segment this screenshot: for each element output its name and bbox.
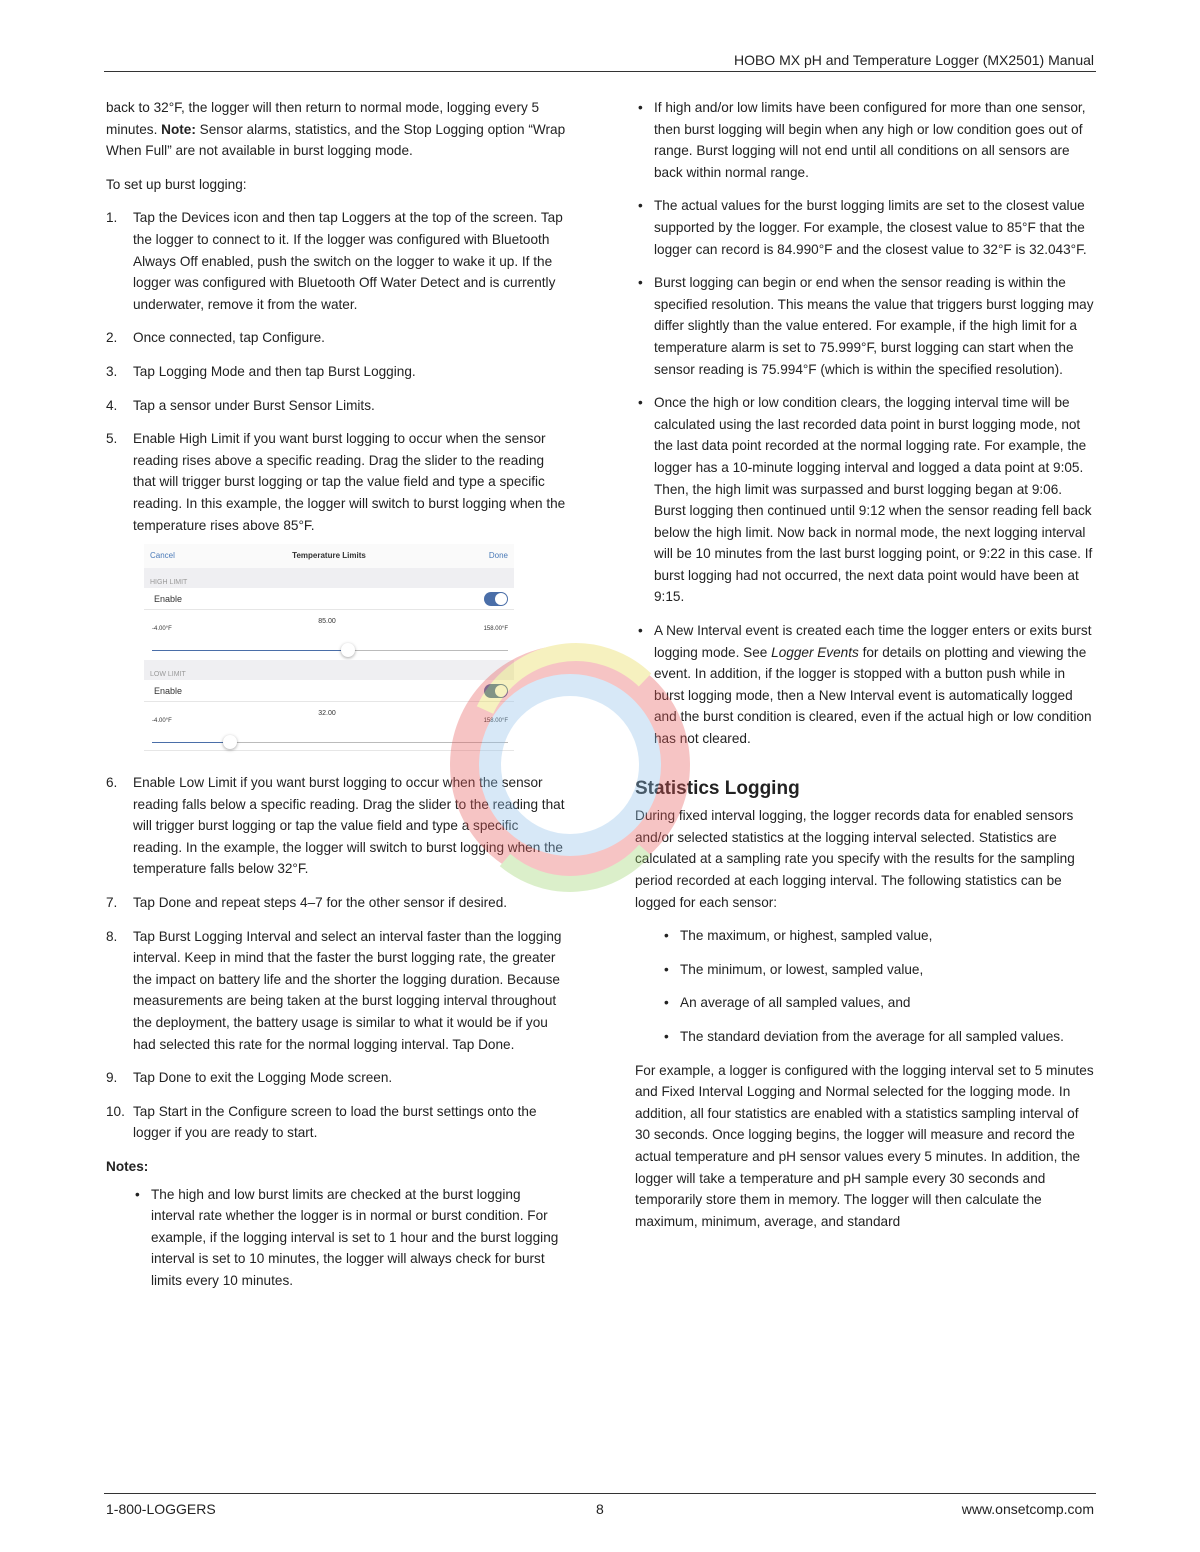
footer-phone: 1-800-LOGGERS (106, 1501, 216, 1517)
slider-fill (152, 742, 230, 743)
step-number: 7. (106, 895, 118, 911)
header-rule (104, 71, 1096, 72)
notes-title: Notes: (106, 1159, 149, 1174)
note-item: • Once the high or low condition clears, the logging interval time will be calculated using the last recorded data point in burst logging mode, not the last data point recorded at the normal logging rate. For example, the logger has a 10-minute logging interval and logged a data point at 9:05. Then, the high limit was surpassed and burst logging began at 9:06. Burst logging then continued until 9:12 when the sensor reading fell back below the high limit. Now back in normal mode, the next logging interval will be 10 minutes from the last burst logging point, or 9:22 in this case. If burst logging had not occurred, the next data point would have been at 9:15. (635, 392, 1097, 608)
step-text: Tap a sensor under Burst Sensor Limits. (133, 397, 375, 413)
stat-item: • The standard deviation from the average for all sampled values. (661, 1026, 1097, 1048)
low-slider-row (144, 702, 514, 751)
step-number: 5. (106, 431, 118, 447)
step-text: Tap Logging Mode and then tap Burst Logging. (133, 363, 416, 379)
statistics-paragraph: During fixed interval logging, the logger records data for enabled sensors and/or selected statistics at the logging interval selected. Statistics are calculated at a sampling rate you specify with the results for the sampling period recorded at each logging interval. The following statistics can be logged for each sensor: (635, 808, 1075, 910)
step (106, 395, 568, 417)
notes-section (106, 1156, 568, 1292)
nav-bar (144, 544, 514, 568)
step-number: 3. (106, 363, 118, 379)
step-number: 10. (106, 1103, 125, 1119)
statistics-list (661, 925, 1097, 1047)
left-column (106, 97, 568, 1304)
note-item: • If high and/or low limits have been configured for more than one sensor, then burst logging will begin when any high or low condition goes out of range. Burst logging will not end until all conditions on all sensors are back within normal range. (635, 97, 1097, 183)
low-limit-section: LOW LIMIT (144, 660, 514, 680)
stat-item: • The maximum, or highest, sampled value, (661, 925, 1097, 947)
low-value-field: 32.00 (318, 710, 336, 718)
slider-thumb (223, 735, 237, 749)
step-number: 6. (106, 775, 118, 791)
slider-fill (152, 650, 348, 651)
stat-item: • The minimum, or lowest, sampled value, (661, 959, 1097, 981)
burst-notes-list (635, 97, 1097, 750)
note-item (635, 620, 1097, 750)
footer-url[interactable]: www.onsetcomp.com (961, 1501, 1094, 1517)
text: A New Interval event is created each time the logger enters or exits burst logging mode. See (654, 623, 1092, 660)
screen-title: Temperature Limits (292, 551, 366, 561)
stat-item: • An average of all sampled values, and (661, 992, 1097, 1014)
note-item: • The actual values for the burst logging limits are set to the closest value supported by the logger. For example, the closest value to 85°F that the logger can record is 84.990°F and the closest value to 32°F is 32.043°F. (635, 195, 1097, 260)
example-paragraph: For example, a logger is configured with the logging interval set to 5 minutes and Fixed Interval Logging and Normal selected for the logging mode. In addition, all four statistics are enabled with a statistics sampling interval of 30 seconds. Once logging begins, the logger will measure and record the actual temperature and pH sensor values every 5 minutes. In addition, the logger will take a temperature and pH sample every 30 seconds and temporarily store them in memory. The logger will then calculate the maximum, minimum, average, and standard (635, 1062, 1094, 1229)
high-limit-section: HIGH LIMIT (144, 568, 514, 588)
step-number: 9. (106, 1070, 118, 1086)
running-header: HOBO MX pH and Temperature Logger (MX2501) Manual (733, 52, 1094, 68)
step-number: 8. (106, 928, 118, 944)
setup-intro: To set up burst logging: (106, 176, 247, 192)
step-number: 2. (106, 330, 118, 346)
step (106, 361, 568, 383)
text: for details on plotting and viewing the event. In addition, if the logger is stopped with a button push while in burst logging mode, then a New Interval event is automatically logged and the burst condition is cleared, even if the actual high or low condition has not cleared. (654, 644, 1092, 747)
step-text: Tap Done and repeat steps 4–7 for the other sensor if desired. (133, 895, 508, 911)
step-text: Tap Done to exit the Logging Mode screen. (133, 1070, 393, 1086)
enable-label: Enable (154, 594, 183, 605)
enable-label: Enable (154, 686, 183, 697)
step (106, 892, 568, 914)
step-number: 1. (106, 210, 118, 226)
slider-max: 158.00°F (483, 626, 508, 633)
step (106, 1067, 568, 1089)
done-button: Done (488, 551, 508, 561)
section-heading: Statistics Logging (635, 777, 800, 799)
step-text: Enable High Limit if you want burst logging to occur when the sensor reading rises above a specific reading. Drag the slider to the reading that will trigger burst logging or tap the value field and type a specific reading. In this example, the logger will switch to burst logging when the temperature rises above 85°F. (133, 431, 566, 533)
high-slider-row (144, 610, 514, 658)
high-enable-row (144, 588, 514, 610)
slider-max: 158.00°F (483, 718, 508, 725)
note-item: • The high and low burst limits are checked at the burst logging interval rate whether the logger is in normal or burst condition. For example, if the logging interval is set to 1 hour and the burst logging interval is set to 10 minutes, the logger will always check for burst limits every 10 minutes. (132, 1184, 568, 1292)
step (106, 428, 568, 536)
slider-min: -4.00°F (152, 718, 172, 725)
low-enable-row (144, 680, 514, 702)
step-text: Once connected, tap Configure. (133, 330, 325, 346)
step (106, 327, 568, 349)
footer-rule (104, 1493, 1096, 1494)
logger-events-reference: Logger Events (771, 644, 859, 660)
step-text: Tap Start in the Configure screen to load the burst settings onto the logger if you are ready to start. (133, 1103, 537, 1141)
step-text: Enable Low Limit if you want burst logging to occur when the sensor reading falls below a specific reading. Drag the slider to the reading that will trigger burst logging or tap the value field and type a specific reading. In the example, the logger will switch to burst logging when the temperature falls below 32°F. (133, 775, 565, 877)
text: back to 32°F, the logger will then return to normal mode, logging every 5 minutes. (106, 100, 540, 137)
high-slider (152, 650, 508, 651)
intro-paragraph (106, 97, 568, 162)
slider-thumb (341, 643, 355, 657)
note-label: Note: (161, 121, 196, 137)
steps-list (106, 207, 568, 536)
cancel-button: Cancel (150, 551, 175, 561)
step (106, 207, 568, 315)
steps-list-continued (106, 772, 568, 1144)
low-enable-toggle (484, 684, 508, 698)
note-item: • Burst logging can begin or end when the sensor reading is within the specified resolution. This means the value that triggers burst logging may differ slightly than the value entered. For example, if the high limit for a temperature alarm is set to 75.999°F, burst logging can start when the sensor reading is 75.994°F (which is within the specified resolution). (635, 272, 1097, 380)
step (106, 772, 568, 880)
page-number: 8 (596, 1501, 604, 1517)
temperature-limits-screenshot (144, 544, 514, 754)
high-enable-toggle (484, 592, 508, 606)
low-slider (152, 742, 508, 743)
step-text: Tap Burst Logging Interval and select an interval faster than the logging interval. Keep in mind that the faster the burst logging rate, the greater the impact on battery life and the shorter the logging duration. Because measurements are being taken at the burst logging interval throughout the deployment, the battery usage is similar to what it would be if you had selected this rate for the normal logging interval. Tap Done. (133, 928, 562, 1052)
step-text: Tap the Devices icon and then tap Loggers at the top of the screen. Tap the logger to connect to it. If the logger was configured with Bluetooth Always Off enabled, push the switch on the logger to wake it up. If the logger was configured with Bluetooth Off Water Detect and is currently underwater, remove it from the water. (133, 210, 563, 312)
step-number: 4. (106, 397, 118, 413)
step (106, 1101, 568, 1144)
slider-min: -4.00°F (152, 626, 172, 633)
right-column (635, 97, 1097, 1244)
step (106, 926, 568, 1056)
text: Sensor alarms, statistics, and the Stop Logging option “Wrap When Full” are not available in burst logging mode. (106, 121, 566, 159)
high-value-field: 85.00 (318, 618, 336, 626)
